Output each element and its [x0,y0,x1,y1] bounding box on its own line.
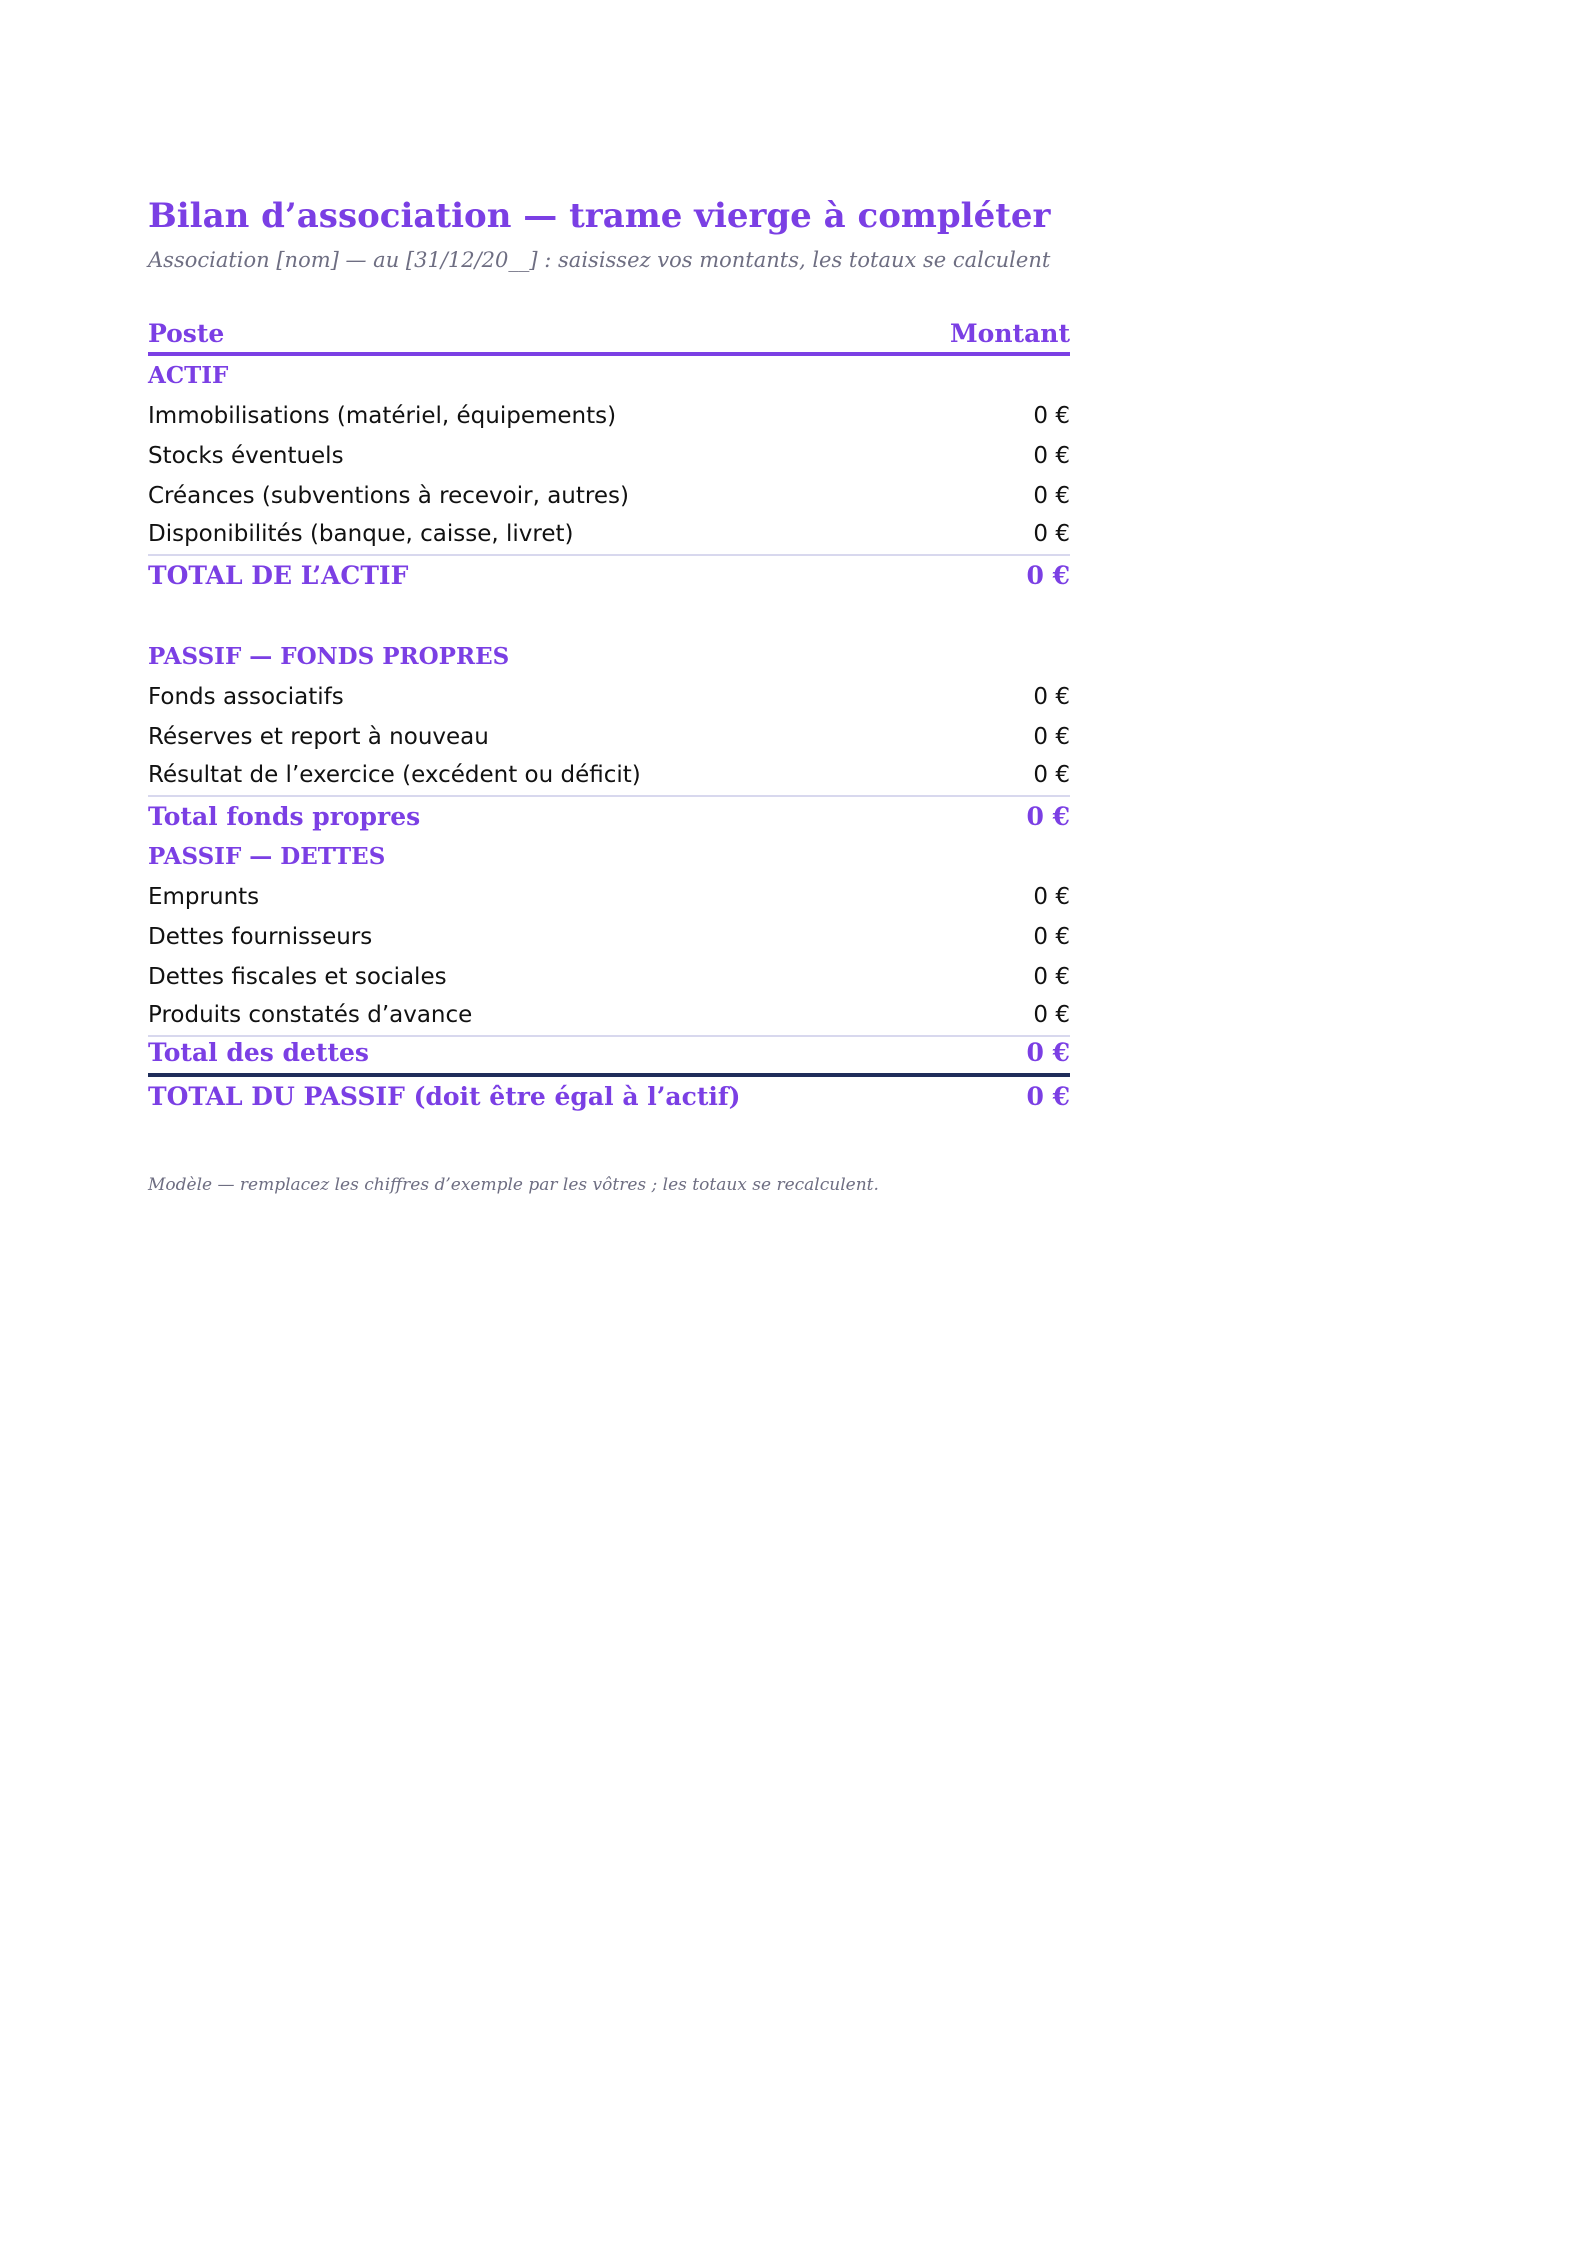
balance-sheet-table [148,316,1070,1117]
table-row [148,757,1070,797]
row-label: Disponibilités (banque, caisse, livret) [148,521,574,547]
row-label: Réserves et report à nouveau [148,724,489,750]
grand-total-label: TOTAL DU PASSIF (doit être égal à l’actif) [148,1082,741,1111]
row-amount[interactable]: 0 € [1033,684,1070,710]
total-row-dettes [148,1037,1070,1077]
column-header-poste: Poste [148,319,225,348]
total-row-fonds-propres [148,797,1070,837]
total-amount: 0 € [1026,802,1070,831]
row-amount[interactable]: 0 € [1033,403,1070,429]
table-row [148,677,1070,717]
row-amount[interactable]: 0 € [1033,964,1070,990]
section-row-fonds-propres [148,637,1070,677]
section-label: ACTIF [148,362,229,389]
document [148,190,1070,1195]
table-row [148,516,1070,556]
table-row [148,436,1070,476]
total-amount: 0 € [1026,561,1070,590]
row-label: Créances (subventions à recevoir, autres) [148,483,629,509]
table-header-row [148,316,1070,356]
section-label: PASSIF — DETTES [148,843,386,870]
row-label: Emprunts [148,884,260,910]
table-row [148,997,1070,1037]
total-row-passif [148,1077,1070,1117]
document-subtitle: Association [nom] — au [31/12/20__] : saisissez vos montants, les totaux se calculent [148,248,1051,272]
table-row [148,717,1070,757]
total-row-actif [148,556,1070,596]
row-amount[interactable]: 0 € [1033,884,1070,910]
total-label: Total des dettes [148,1038,369,1067]
row-amount[interactable]: 0 € [1033,443,1070,469]
document-title: Bilan d’association — trame vierge à compléter [148,196,1051,236]
row-label: Dettes fiscales et sociales [148,964,447,990]
section-row-actif [148,356,1070,396]
table-row [148,877,1070,917]
grand-total-amount: 0 € [1026,1082,1070,1111]
row-amount[interactable]: 0 € [1033,924,1070,950]
row-label: Dettes fournisseurs [148,924,373,950]
section-spacer [148,596,1070,637]
table-row [148,396,1070,436]
row-label: Fonds associatifs [148,684,344,710]
row-label: Stocks éventuels [148,443,344,469]
row-amount[interactable]: 0 € [1033,724,1070,750]
row-amount[interactable]: 0 € [1033,521,1070,547]
row-amount[interactable]: 0 € [1033,762,1070,788]
total-amount: 0 € [1026,1038,1070,1067]
column-header-montant: Montant [950,319,1070,348]
section-label: PASSIF — FONDS PROPRES [148,643,510,670]
section-row-dettes [148,837,1070,877]
row-label: Produits constatés d’avance [148,1002,473,1028]
total-label: Total fonds propres [148,802,421,831]
row-amount[interactable]: 0 € [1033,483,1070,509]
total-label: TOTAL DE L’ACTIF [148,561,409,590]
row-label: Immobilisations (matériel, équipements) [148,403,617,429]
table-row [148,917,1070,957]
row-amount[interactable]: 0 € [1033,1002,1070,1028]
table-row [148,957,1070,997]
footer-note: Modèle — remplacez les chiffres d’exemple par les vôtres ; les totaux se recalculent. [148,1175,879,1195]
row-label: Résultat de l’exercice (excédent ou déficit) [148,762,641,788]
table-row [148,476,1070,516]
